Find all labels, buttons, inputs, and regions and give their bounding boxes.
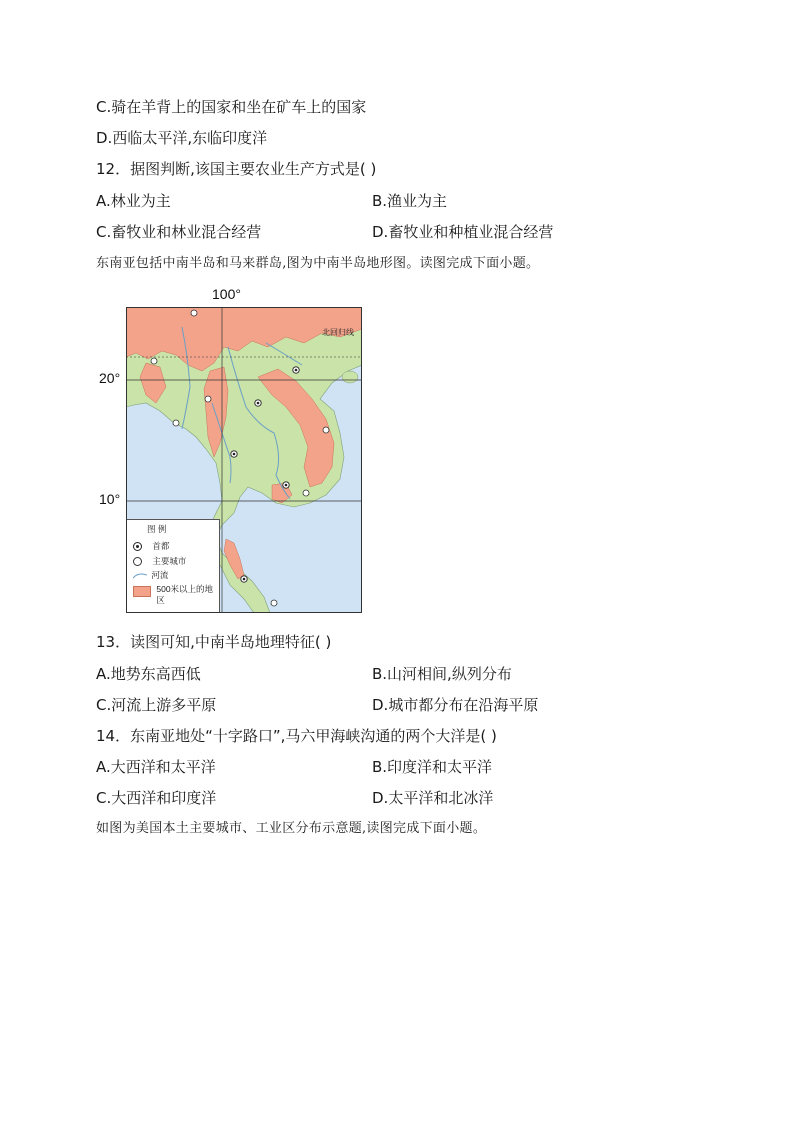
island — [342, 371, 358, 383]
city-marker — [191, 310, 197, 316]
city-marker — [151, 358, 157, 364]
highland-legend-icon — [133, 586, 151, 597]
map-legend — [127, 519, 220, 612]
capital-legend-icon — [133, 542, 142, 551]
city-marker — [205, 396, 211, 402]
capital-marker — [293, 367, 299, 373]
q12-option-a: A.林业为主 — [96, 192, 171, 210]
city-marker — [173, 420, 179, 426]
city-marker — [303, 490, 309, 496]
q14-option-c: C.大西洋和印度洋 — [96, 789, 217, 807]
city-marker — [323, 427, 329, 433]
longitude-label: 100° — [212, 286, 241, 302]
intro-usa: 如图为美国本土主要城市、工业区分布示意题,读图完成下面小题。 — [96, 821, 487, 836]
indochina-map-figure — [96, 286, 366, 616]
q12-option-b: B.渔业为主 — [372, 192, 448, 210]
legend-capital: 首都 — [152, 541, 170, 551]
river-legend-icon — [133, 572, 147, 580]
latitude-label-20: 20° — [99, 370, 121, 386]
legend-title: 图 例 — [147, 524, 167, 534]
q12-option-d: D.畜牧业和种植业混合经营 — [372, 223, 554, 241]
legend-highland: 500米以上的地区 — [156, 584, 214, 605]
q13-option-b: B.山河相间,纵列分布 — [372, 665, 512, 683]
q11-option-c: C.骑在羊背上的国家和坐在矿车上的国家 — [96, 98, 367, 116]
intro-indochina: 东南亚包括中南半岛和马来群岛,图为中南半岛地形图。读图完成下面小题。 — [96, 256, 540, 271]
q12-option-c: C.畜牧业和林业混合经营 — [96, 223, 262, 241]
q14-stem: 14．东南亚地处“十字路口”,马六甲海峡沟通的两个大洋是( ) — [96, 727, 497, 745]
q13-option-d: D.城市都分布在沿海平原 — [372, 696, 539, 714]
legend-city: 主要城市 — [152, 556, 187, 566]
q13-option-a: A.地势东高西低 — [96, 665, 201, 683]
tropic-of-cancer-label: 北回归线 — [322, 328, 354, 337]
capital-marker — [231, 451, 237, 457]
q14-option-b: B.印度洋和太平洋 — [372, 758, 493, 776]
latitude-label-10: 10° — [99, 491, 121, 507]
q12-stem: 12．据图判断,该国主要农业生产方式是( ) — [96, 160, 377, 178]
q13-stem: 13．读图可知,中南半岛地理特征( ) — [96, 633, 332, 651]
city-legend-icon — [133, 557, 142, 566]
capital-marker — [255, 400, 261, 406]
q11-option-d: D.西临太平洋,东临印度洋 — [96, 129, 268, 147]
legend-river: 河流 — [151, 570, 169, 580]
city-marker — [271, 600, 277, 606]
q13-option-c: C.河流上游多平原 — [96, 696, 217, 714]
q14-option-d: D.太平洋和北冰洋 — [372, 789, 494, 807]
capital-marker — [283, 482, 289, 488]
q14-option-a: A.大西洋和太平洋 — [96, 758, 216, 776]
capital-marker — [241, 576, 247, 582]
